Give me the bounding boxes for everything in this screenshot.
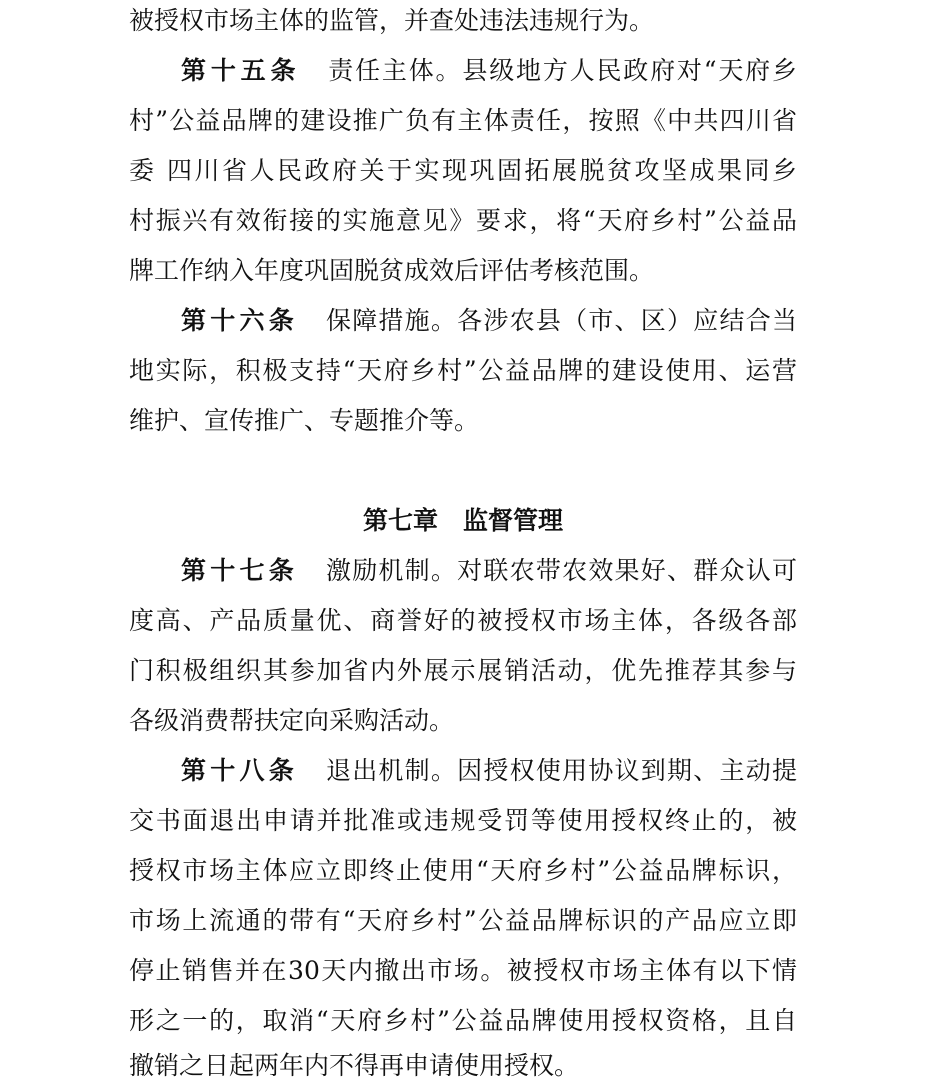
article-15-first-line [129,54,797,88]
paragraph-line: 门积极组织其参加省内外展示展销活动，优先推荐其参与 [129,656,797,685]
article-text: 责任主体。县级地方人民政府对“天府乡 [328,56,797,85]
paragraph-line: 度高、产品质量优、商誉好的被授权市场主体，各级各部 [129,606,797,635]
article-16-first-line [129,304,797,338]
article-text: 退出机制。因授权使用协议到期、主动提 [325,756,797,785]
paragraph-line: 维护、宣传推广、专题推介等。 [129,406,480,435]
article-number: 第十六条 [181,306,298,335]
paragraph-line: 撤销之日起两年内不得再申请使用授权。 [129,1051,580,1080]
paragraph-line: 牌工作纳入年度巩固脱贫成效后评估考核范围。 [129,256,655,285]
article-number: 第十八条 [181,756,298,785]
paragraph-line: 市场上流通的带有“天府乡村”公益品牌标识的产品应立即 [129,906,797,935]
article-text: 保障措施。各涉农县（市、区）应结合当 [325,306,797,335]
paragraph-line: 交书面退出申请并批准或违规受罚等使用授权终止的，被 [129,806,797,835]
paragraph-line: 村振兴有效衔接的实施意见》要求，将“天府乡村”公益品 [129,206,797,235]
article-17-first-line [129,554,797,588]
article-number: 第十七条 [181,556,298,585]
article-number: 第十五条 [181,56,301,85]
paragraph-line: 委 四川省人民政府关于实现巩固拓展脱贫攻坚成果同乡 [129,156,797,185]
article-18-first-line [129,754,797,788]
paragraph-line: 地实际，积极支持“天府乡村”公益品牌的建设使用、运营 [129,356,797,385]
chapter-heading: 第七章 监督管理 [362,506,563,535]
article-text: 激励机制。对联农带农效果好、群众认可 [325,556,797,585]
paragraph-line: 被授权市场主体的监管，并查处违法违规行为。 [129,6,655,35]
paragraph-line: 村”公益品牌的建设推广负有主体责任，按照《中共四川省 [129,106,797,135]
paragraph-line: 停止销售并在30天内撤出市场。被授权市场主体有以下情 [129,956,797,985]
paragraph-line: 形之一的，取消“天府乡村”公益品牌使用授权资格，且自 [129,1006,797,1035]
paragraph-line: 各级消费帮扶定向采购活动。 [129,706,455,735]
paragraph-line: 授权市场主体应立即终止使用“天府乡村”公益品牌标识， [129,856,797,885]
